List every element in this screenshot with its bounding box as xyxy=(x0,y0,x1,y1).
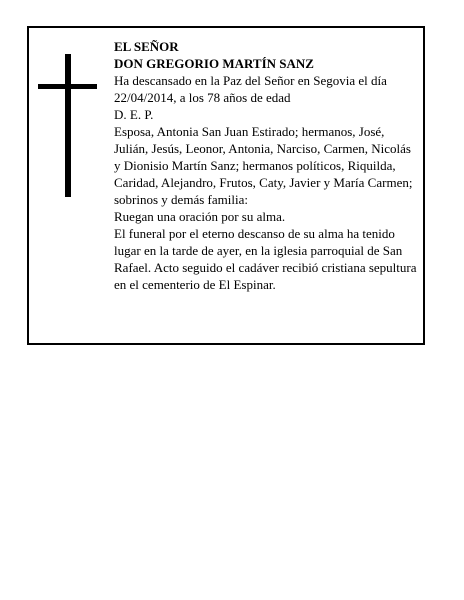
death-announcement: Ha descansado en la Paz del Señor en Segovia el día 22/04/2014, a los 78 años de edad xyxy=(114,73,387,105)
deceased-name: DON GREGORIO MARTÍN SANZ xyxy=(114,56,314,71)
cross-horizontal-bar xyxy=(38,84,97,89)
funeral-details: El funeral por el eterno descanso de su alma ha tenido lugar en la tarde de ayer, en la iglesia parroquial de San Rafael. Acto seguido el cadáver recibió cristiana sepultura en el cementerio de El Espinar. xyxy=(114,226,417,292)
rip-line: D. E. P. xyxy=(114,107,154,122)
family-list: Esposa, Antonia San Juan Estirado; hermanos, José, Julián, Jesús, Leonor, Antonia, Narciso, Carmen, Nicolás y Dionisio Martín Sanz; hermanos políticos, Riquilda, Caridad, Alejandro, Frutos, Caty, Javier y María Carmen; sobrinos y demás familia: xyxy=(114,124,413,207)
obituary-text xyxy=(114,38,418,293)
honorific: EL SEÑOR xyxy=(114,39,179,54)
prayer-request: Ruegan una oración por su alma. xyxy=(114,209,286,224)
cross-vertical-bar xyxy=(65,54,71,197)
